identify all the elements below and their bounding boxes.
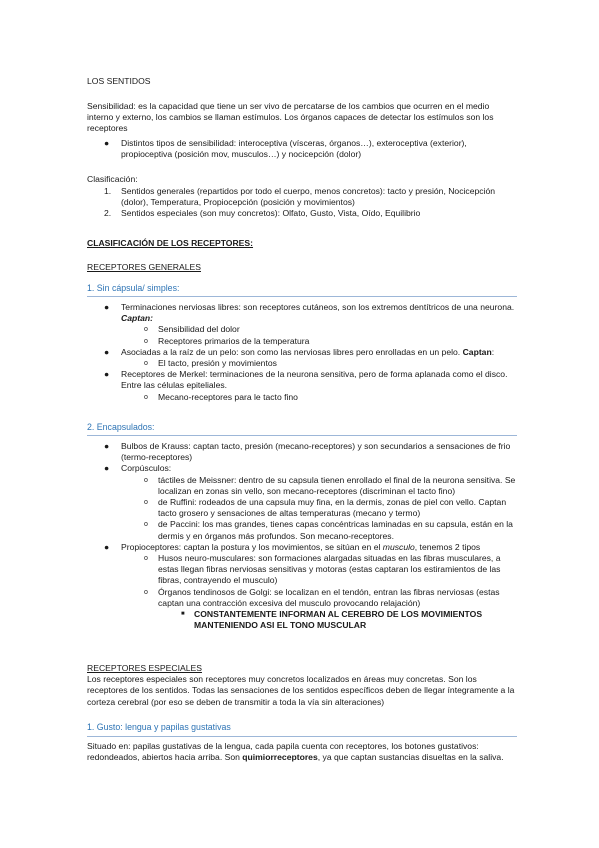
list-subitem: o Husos neuro-musculares: son formaciones alargadas situadas en las fibras musculares, a estas llegan fibras nerviosas sensitivas y motoras (estas captaran los estiramientos de las fibras, contrayendo el musculo) <box>144 553 501 586</box>
subheading-receptores-generales: RECEPTORES GENERALES <box>87 262 201 272</box>
clasificacion-label: Clasificación: <box>87 174 138 184</box>
list-item: ● Terminaciones nerviosas libres: son receptores cutáneos, son los extremos dentítricos de una neurona. Captan: <box>104 302 515 324</box>
heading-encapsulados: 2. Encapsulados: <box>87 422 155 432</box>
receptores-especiales-section: RECEPTORES ESPECIALES Los receptores especiales son receptores muy concretos localizados en áreas muy concretas. Son los receptores de los sentidos. Todas las sensaciones de los sentidos específicos deben de llegar íntegramente a la corteza cerebral (por eso se deben de transmitir a toda la vía sin alteraciones) <box>87 663 515 707</box>
list-subitem: o táctiles de Meissner: dentro de su capsula tienen enrollado el final de la neurona sensitiva. Se localizan en zonas sin vello, son mecano-receptores (discriminan el tacto fino) <box>144 474 516 496</box>
list-subitem: o Mecano-receptores para le tacto fino <box>144 391 298 402</box>
page-title: LOS SENTIDOS <box>87 76 151 86</box>
circle-bullet-icon: o <box>144 521 148 529</box>
bullet-icon: ● <box>104 369 110 380</box>
circle-bullet-icon: o <box>144 555 148 563</box>
bullet-icon: ● <box>104 302 110 312</box>
list-item: ● Corpúsculos: <box>104 463 172 474</box>
list-subitem: o Órganos tendinosos de Golgi: se localizan en el tendón, entran las fibras nerviosas (estas captan una contracción excesiva del musculo provocando relajación) <box>144 586 500 608</box>
list-subitem: o Sensibilidad del dolor <box>144 324 240 335</box>
heading-rule <box>87 736 517 737</box>
circle-bullet-icon: o <box>144 476 148 484</box>
bullet-icon: ● <box>104 441 110 451</box>
list-subsubitem: ■ CONSTANTEMENTE INFORMAN AL CEREBRO DE LOS MOVIMIENTOS MANTENIENDO ASI EL TONO MUSCULAR <box>181 609 483 631</box>
list-subitem: o de Ruffini: rodeados de una capsula muy fina, en la dermis, zonas de piel con vello. Captan tacto grosero y sensaciones de altas temperaturas (mecano y termo) <box>144 497 507 519</box>
circle-bullet-icon: o <box>144 337 148 345</box>
heading-sin-capsula: 1. Sin cápsula/ simples: <box>87 283 180 293</box>
heading-gusto: 1. Gusto: lengua y papilas gustativas <box>87 722 231 732</box>
heading-rule <box>87 296 517 297</box>
list-subitem: o El tacto, presión y movimientos <box>144 358 277 369</box>
list-subitem: o Receptores primarios de la temperatura <box>144 335 310 346</box>
bullet-icon: ● <box>104 346 110 357</box>
circle-bullet-icon: o <box>144 393 148 401</box>
list-item: ● Receptores de Merkel: terminaciones de la neurona sensitiva, pero de forma aplanada como el disco. Entre las células epiteliales. <box>104 369 508 391</box>
list-item: 2. Sentidos especiales (son muy concretos): Olfato, Gusto, Vista, Oído, Equilibrio <box>104 208 421 219</box>
square-bullet-icon: ■ <box>181 611 185 618</box>
list-item: ● Asociadas a la raíz de un pelo: son como las nerviosas libres pero enrolladas en un pelo. Captan: <box>104 346 495 357</box>
heading-rule <box>87 435 517 436</box>
list-item: 1. Sentidos generales (repartidos por todo el cuerpo, menos concretos): tacto y presión, Nocicepción (dolor), Temperatura, Propiocepción (posición y movimientos) <box>104 186 496 208</box>
sensibilidad-paragraph: Sensibilidad: es la capacidad que tiene un ser vivo de percatarse de los cambios que ocurren en el medio interno y externo, los cambios se llaman estímulos. Los órganos capaces de detectar los estímulos son los receptores <box>87 101 494 134</box>
circle-bullet-icon: o <box>144 588 148 596</box>
bullet-icon: ● <box>104 463 110 474</box>
list-item: ● Distintos tipos de sensibilidad: interoceptiva (vísceras, órganos…), exteroceptiva (exterior), propioceptiva (posición mov, musculos…) y nocicepción (dolor) <box>104 138 467 160</box>
circle-bullet-icon: o <box>144 326 148 334</box>
encapsulados-list <box>87 441 517 631</box>
list-item: ● Propioceptores: captan la postura y los movimientos, se sitúan en el musculo, tenemos 2 tipos <box>104 541 481 552</box>
list-item: ● Bulbos de Krauss: captan tacto, presión (mecano-receptores) y son secundarios a sensaciones de frio (termo-receptores) <box>104 441 511 463</box>
clasificacion-list <box>87 186 517 220</box>
section-heading-clasificacion: CLASIFICACIÓN DE LOS RECEPTORES: <box>87 238 254 248</box>
bullet-icon: ● <box>104 541 110 552</box>
gusto-paragraph: Situado en: papilas gustativas de la lengua, cada papila cuenta con receptores, los botones gustativos: redondeados, abiertos hacia arriba. Son quimiorreceptores, ya que captan sustancias disueltas en la saliva. <box>87 741 504 763</box>
circle-bullet-icon: o <box>144 360 148 368</box>
sin-capsula-list <box>87 302 517 403</box>
circle-bullet-icon: o <box>144 499 148 507</box>
bullet-icon: ● <box>104 138 110 148</box>
list-subitem: o de Paccini: los mas grandes, tienes capas concéntricas laminadas en su capsula, están en la dermis y en órganos más profundos. Son mecano-receptores. <box>144 519 513 541</box>
sensibilidad-list <box>87 138 517 160</box>
